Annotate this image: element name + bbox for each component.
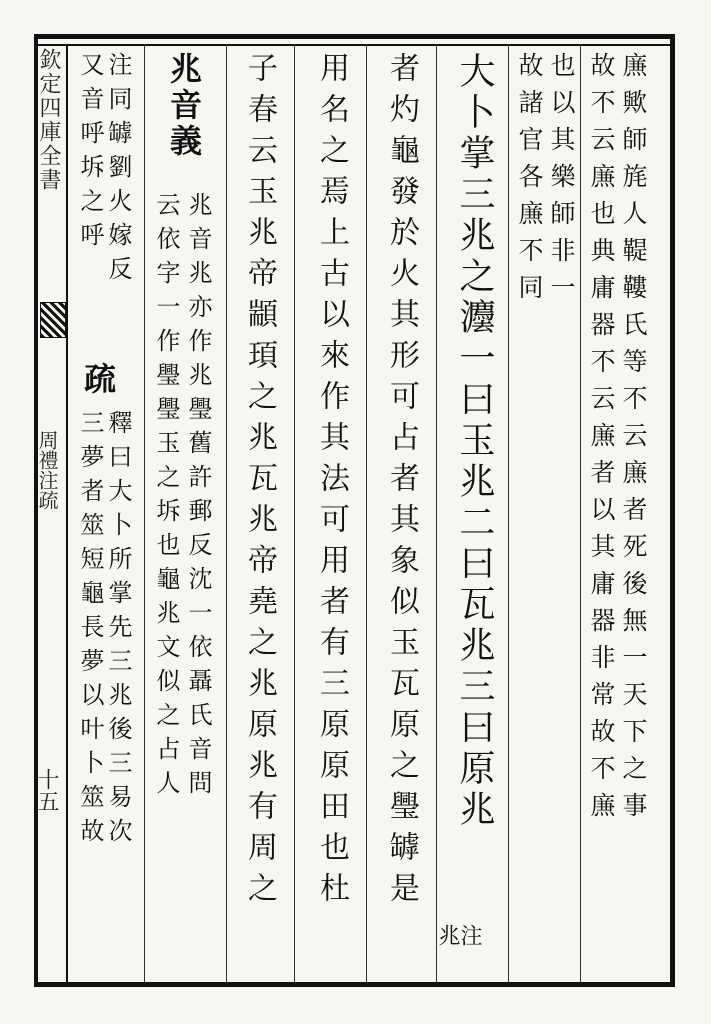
column-rule bbox=[508, 44, 509, 982]
column-rule bbox=[580, 44, 581, 982]
text-column-3b: 故諸官各㢘不同 bbox=[515, 52, 544, 311]
top-border bbox=[34, 34, 675, 39]
text-column-5: 者灼龜發於火其形可占者其象似玉瓦原之璺罅是 bbox=[384, 52, 419, 913]
text-column-8-left: 云依字一作璺璺玉之坼也龜兆文似之占人 bbox=[152, 192, 180, 804]
bottom-border bbox=[34, 982, 675, 987]
text-column-4-note: 注兆 bbox=[435, 924, 482, 950]
column-rule bbox=[436, 44, 437, 982]
commentary-heading-yinyi: 兆音義 bbox=[165, 52, 203, 160]
text-column-10-left: 三夢者筮短龜長夢以叶卜筮故 bbox=[76, 410, 104, 852]
text-column-9-left: 又音呼坼之呼 bbox=[76, 52, 104, 256]
text-column-1: 㢘歟師旄人鞮鞻氏等不云㢘者死後無一天下之事 bbox=[619, 52, 648, 829]
text-column-2: 故不云㢘也典庸器不云㢘者以其庸器非常故不㢘 bbox=[587, 52, 616, 829]
text-column-8-right: 兆音兆亦作兆璺舊許郵反沈一依聶氏音問 bbox=[184, 192, 212, 804]
commentary-heading-shu: 疏 bbox=[79, 362, 117, 398]
top-border-inner bbox=[34, 44, 675, 46]
column-rule bbox=[144, 44, 145, 982]
margin-page-number: 十五 bbox=[34, 768, 59, 812]
text-column-10-right: 釋曰大卜所掌先三兆後三易次 bbox=[104, 410, 132, 852]
text-column-4-heading: 大卜掌三兆之灋一曰玉兆二曰瓦兆三曰原兆 bbox=[454, 52, 495, 831]
margin-divider bbox=[66, 44, 68, 982]
right-border bbox=[670, 34, 675, 987]
text-column-9-right: 注同罅劉火嫁反 bbox=[104, 52, 132, 290]
text-column-6: 用名之焉上古以來作其法可用者有三原原田也杜 bbox=[314, 52, 349, 913]
margin-collection-title: 欽定四庫全書 bbox=[36, 48, 61, 192]
column-rule bbox=[226, 44, 227, 982]
column-rule bbox=[294, 44, 295, 982]
text-column-7: 子春云玉兆帝顓頊之兆瓦兆帝堯之兆原兆有周之 bbox=[242, 52, 277, 913]
margin-book-title: 周禮注疏 bbox=[35, 430, 59, 510]
column-rule bbox=[366, 44, 367, 982]
text-column-3a: 也以其樂師非一 bbox=[547, 52, 576, 311]
fish-tail-mark bbox=[40, 302, 66, 338]
